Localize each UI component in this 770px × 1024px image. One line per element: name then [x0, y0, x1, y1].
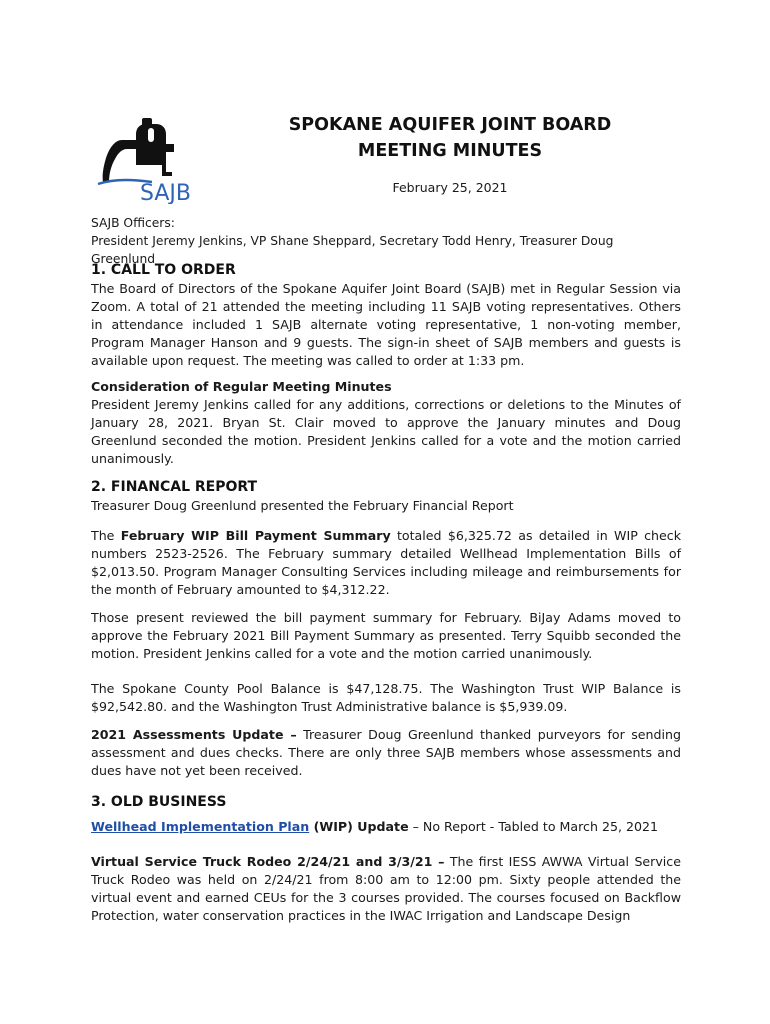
section-call-to-order — [91, 260, 681, 370]
review-paragraph: Those present reviewed the bill payment summary for February. BiJay Adams moved to approve the February 2021 Bill Payment Summary as presented. Terry Squibb seconded the motion. President Jenkins called for a vote and the motion carried unanimously. — [91, 610, 681, 661]
wip-summary-text: totaled $6,325.72 as detailed in WIP check numbers 2523-2526. The February summary detailed Wellhead Implementation Bills of $2,013.50. Program Manager Consulting Services including mileage and reimbursements for the month of February amounted to $4,312.22. — [91, 528, 681, 597]
meeting-date: February 25, 2021 — [392, 180, 508, 195]
rodeo-text: The first IESS AWWA Virtual Service Truck Rodeo was held on 2/24/21 from 8:00 am to 12:00 pm. Sixty people attended the virtual event and earned CEUs for the 3 courses provided. The courses focused on Backflow Protection, water conservation practices in the IWAC Irrigation and Landscape Design — [91, 854, 681, 923]
officers-list: President Jeremy Jenkins, VP Shane Sheppard, Secretary Todd Henry, Treasurer Doug Greenlund — [91, 234, 614, 266]
rodeo-title: Virtual Service Truck Rodeo 2/24/21 and 3/3/21 – — [91, 854, 445, 869]
call-to-order-body: The Board of Directors of the Spokane Aquifer Joint Board (SAJB) met in Regular Session via Zoom. A total of 21 attended the meeting including 11 SAJB voting representatives. Others in attendance included 1 SAJB alternate voting representative, 1 non-voting member, Program Manager Hanson and 9 guests. The sign-in sheet of SAJB members and guests is available upon request. The meeting was called to order at 1:33 pm. — [91, 281, 681, 368]
wip-summary-paragraph — [91, 527, 681, 599]
assessments-paragraph — [91, 726, 681, 780]
logo-text: SAJB — [140, 181, 192, 204]
assessments-text: Treasurer Doug Greenlund thanked purveyors for sending assessment and dues checks. There are only three SAJB members whose assessments and dues have not yet been received. — [91, 727, 681, 778]
rodeo-paragraph — [91, 853, 681, 925]
wip-prefix: The — [91, 528, 121, 543]
section-financial — [91, 477, 681, 515]
assessments-title: 2021 Assessments Update – — [91, 727, 297, 742]
section-heading-old-business: 3. OLD BUSINESS — [91, 794, 227, 810]
wip-summary-title: February WIP Bill Payment Summary — [120, 528, 391, 543]
wellhead-plan-link[interactable]: Wellhead Implementation Plan — [91, 819, 310, 834]
officers-label: SAJB Officers: — [91, 216, 175, 230]
document-subtitle: MEETING MINUTES — [357, 141, 543, 161]
document-title: SPOKANE AQUIFER JOINT BOARD — [288, 115, 612, 135]
financial-intro: Treasurer Doug Greenlund presented the February Financial Report — [91, 498, 514, 513]
section-heading: 1. CALL TO ORDER — [91, 262, 236, 278]
sajb-pump-logo — [96, 118, 208, 204]
section-heading: 2. FINANCAL REPORT — [91, 479, 258, 495]
wip-update-paragraph — [91, 818, 681, 836]
wip-update-text: – No Report - Tabled to March 25, 2021 — [408, 819, 659, 834]
minutes-heading: Consideration of Regular Meeting Minutes — [91, 379, 392, 394]
minutes-body: President Jeremy Jenkins called for any additions, corrections or deletions to the Minutes of January 28, 2021. Bryan St. Clair moved to approve the January minutes and Doug Greenlund seconded the motion. President Jenkins called for a vote and the motion carried unanimously. — [91, 397, 681, 466]
minutes-block — [91, 378, 681, 468]
wip-update-title: (WIP) Update — [309, 819, 409, 834]
balances-paragraph: The Spokane County Pool Balance is $47,128.75. The Washington Trust WIP Balance is $92,542.80. and the Washington Trust Administrative balance is $5,939.09. — [91, 681, 681, 714]
